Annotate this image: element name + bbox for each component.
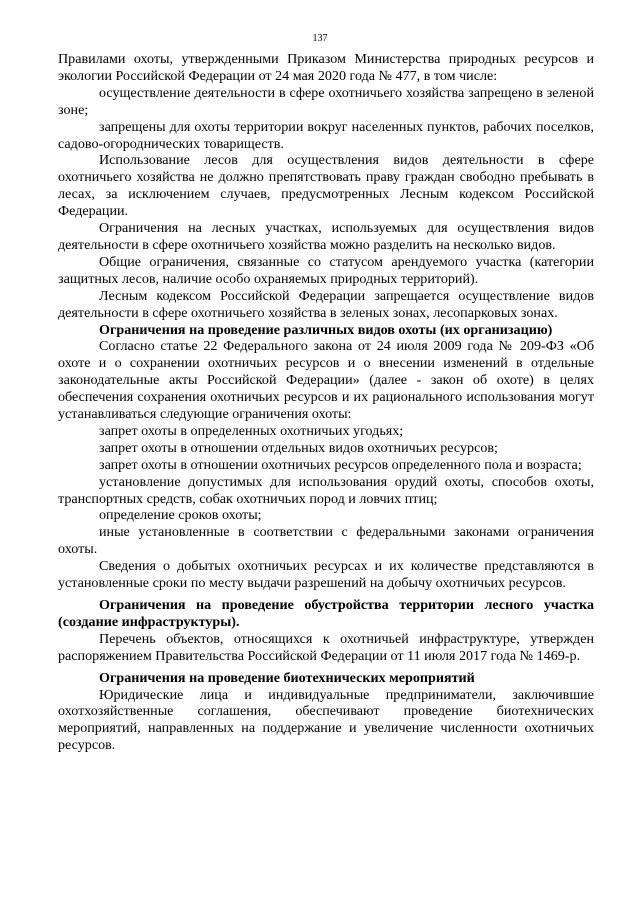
paragraph: Использование лесов для осуществления видов деятельности в сфере охотничьего хозяйства не должно препятствовать праву граждан свободно пребывать в лесах, за исключением случаев, предусмотренных Лесным кодексом Российской Федерации. [58, 152, 594, 220]
list-item: установление допустимых для использования орудий охоты, способов охоты, транспортных средств, собак охотничьих пород и ловчих птиц; [58, 473, 594, 507]
paragraph: Перечень объектов, относящихся к охотничьей инфраструктуре, утвержден распоряжением Правительства Российской Федерации от 11 июля 2017 года № 1469-р. [58, 630, 594, 664]
page-number: 137 [312, 33, 328, 44]
section-heading: Ограничения на проведение биотехнических мероприятий [99, 669, 475, 686]
paragraph: Юридические лица и индивидуальные предприниматели, заключившие охотхозяйственные соглашения, обеспечивают проведение биотехнических мероприятий, направленных на поддержание и увеличение численности охотничьих ресурсов. [58, 686, 594, 754]
list-item: запрет охоты в отношении отдельных видов охотничьих ресурсов; [99, 439, 498, 456]
list-item: иные установленные в соответствии с федеральными законами ограничения охоты. [58, 524, 594, 558]
list-item: запрещены для охоты территории вокруг населенных пунктов, рабочих поселков, садово-огороднических товариществ. [58, 118, 594, 152]
list-item: запрет охоты в отношении охотничьих ресурсов определенного пола и возраста; [99, 456, 582, 473]
paragraph: Лесным кодексом Российской Федерации запрещается осуществление видов деятельности в сфере охотничьего хозяйства в зеленых зонах, лесопарковых зонах. [58, 287, 594, 321]
paragraph: Согласно статье 22 Федерального закона от 24 июля 2009 года № 209-ФЗ «Об охоте и о сохранении охотничьих ресурсов и о внесении изменений в отдельные законодательные акты Российской Федерации» (далее - закон об охоте) в целях обеспечения сохранения охотничьих ресурсов и их рационального использования могут устанавливаться следующие ограничения охоты: [58, 338, 594, 423]
paragraph: Правилами охоты, утвержденными Приказом Министерства природных ресурсов и экологии Российской Федерации от 24 мая 2020 года № 477, в том числе: [58, 51, 594, 84]
list-item: осуществление деятельности в сфере охотничьего хозяйства запрещено в зеленой зоне; [58, 84, 594, 118]
paragraph: Общие ограничения, связанные со статусом арендуемого участка (категории защитных лесов, наличие особо охраняемых природных территорий). [58, 253, 594, 287]
list-item: запрет охоты в определенных охотничьих угодьях; [99, 422, 404, 439]
paragraph: Ограничения на лесных участках, используемых для осуществления видов деятельности в сфере охотничьего хозяйства можно разделить на несколько видов. [58, 220, 594, 253]
paragraph: Сведения о добытых охотничьих ресурсах и их количестве представляются в установленные сроки по месту выдачи разрешений на добычу охотничьих ресурсов. [58, 558, 594, 592]
list-item: определение сроков охоты; [99, 507, 262, 524]
document-body [58, 51, 594, 754]
section-heading: Ограничения на проведение различных видов охоты (их организацию) [99, 321, 553, 338]
section-heading: Ограничения на проведение обустройства территории лесного участка (создание инфраструктуры). [58, 597, 594, 630]
